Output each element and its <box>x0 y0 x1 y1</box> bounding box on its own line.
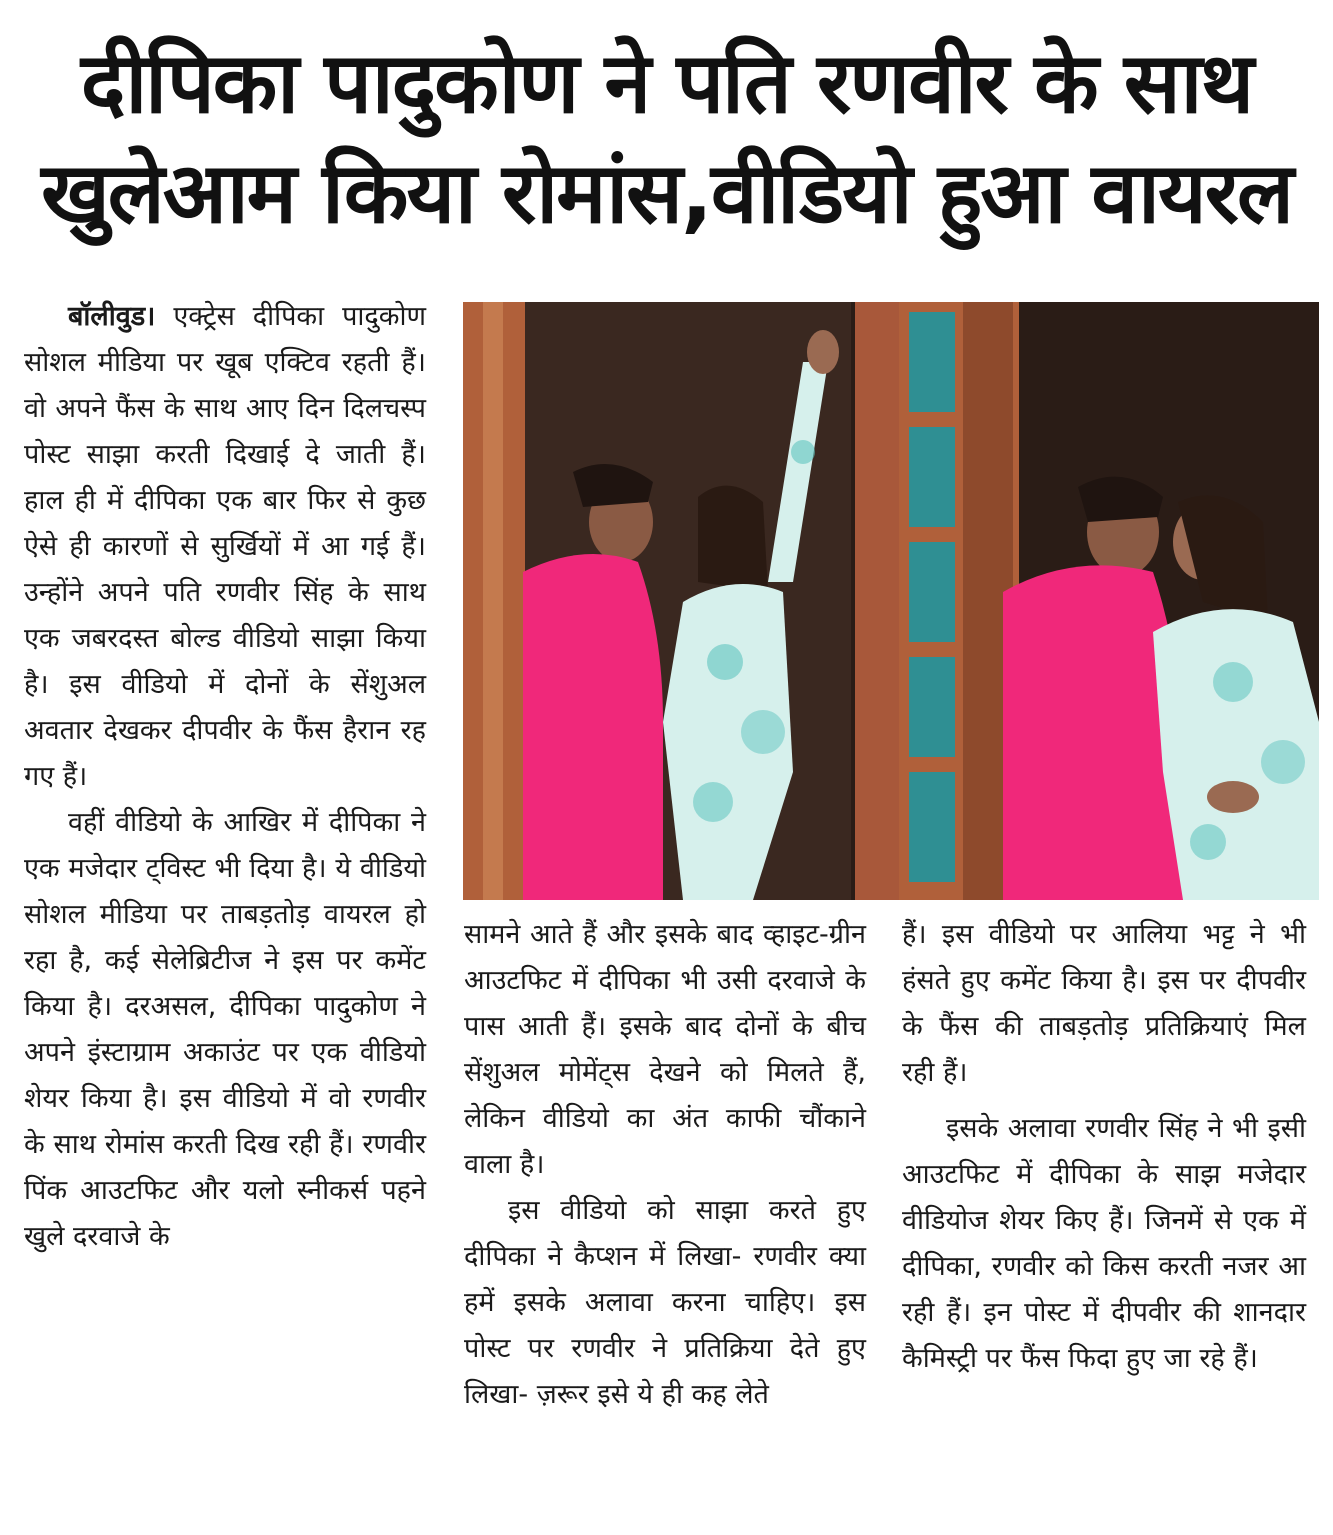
article-column-3 <box>902 912 1306 1382</box>
article-paragraph: हैं। इस वीडियो पर आलिया भट्ट ने भी हंसते हुए कमेंट किया है। इस पर दीपवीर के फैंस की ताबड़तोड़ प्रतिक्रियाएं मिल रही हैं। <box>902 919 1306 1088</box>
article-paragraph: इस वीडियो को साझा करते हुए दीपिका ने कैप्शन में लिखा- रणवीर क्या हमें इसके अलावा करना चाहिए। इस पोस्ट पर रणवीर ने प्रतिक्रिया देते हुए लिखा- ज़रूर इसे ये ही कह लेते <box>464 1195 866 1410</box>
article-paragraph: वहीं वीडियो के आखिर में दीपिका ने एक मजेदार ट्विस्ट भी दिया है। ये वीडियो सोशल मीडिया पर ताबड़तोड़ वायरल हो रहा है, कई सेलेब्रिटीज ने इस पर कमेंट किया है। दरअसल, दीपिका पादुकोण ने अपने इंस्टाग्राम अकाउंट पर एक वीडियो शेयर किया है। इस वीडियो में वो रणवीर के साथ रोमांस करती दिख रही हैं। रणवीर पिंक आउटफिट और यलो स्नीकर्स पहने खुले दरवाजे के <box>24 807 426 1252</box>
article-paragraph <box>24 294 426 800</box>
article-paragraph: सामने आते हैं और इसके बाद व्हाइट-ग्रीन आउटफिट में दीपिका भी उसी दरवाजे के पास आती हैं। इसके बाद दोनों के बीच सेंशुअल मोमेंट्स देखने को मिलते हैं, लेकिन वीडियो का अंत काफी चौंकाने वाला है। <box>464 919 866 1180</box>
headline-line-2: खुलेआम किया रोमांस,वीडियो हुआ वायरल <box>41 144 1292 242</box>
article-column-1 <box>24 294 426 1260</box>
couple-photo-illustration <box>463 302 1319 900</box>
headline-line-1: दीपिका पादुकोण ने पति रणवीर के साथ <box>80 34 1253 132</box>
article-photo <box>463 302 1319 900</box>
paragraph-text: एक्ट्रेस दीपिका पादुकोण सोशल मीडिया पर खूब एक्टिव रहती हैं। वो अपने फैंस के साथ आए दिन दिलचस्प पोस्ट साझा करती दिखाई दे जाती हैं। हाल ही में दीपिका एक बार फिर से कुछ ऐसे ही कारणों से सुर्खियों में आ गई हैं। उन्होंने अपने पति रणवीर सिंह के साथ एक जबरदस्त बोल्ड वीडियो साझा किया है। इस वीडियो में दोनों के सेंशुअल अवतार देखकर दीपवीर के फैंस हैरान रह गए हैं। <box>24 301 426 792</box>
dateline: बॉलीवुड। <box>68 301 156 332</box>
headline <box>0 28 1333 248</box>
article-column-2 <box>464 912 866 1418</box>
article-paragraph: इसके अलावा रणवीर सिंह ने भी इसी आउटफिट में दीपिका के साझ मजेदार वीडियोज शेयर किए हैं। जिनमें से एक में दीपिका, रणवीर को किस करती नजर आ रही हैं। इन पोस्ट में दीपवीर की शानदार कैमिस्ट्री पर फैंस फिदा हुए जा रहे हैं। <box>902 1113 1306 1374</box>
